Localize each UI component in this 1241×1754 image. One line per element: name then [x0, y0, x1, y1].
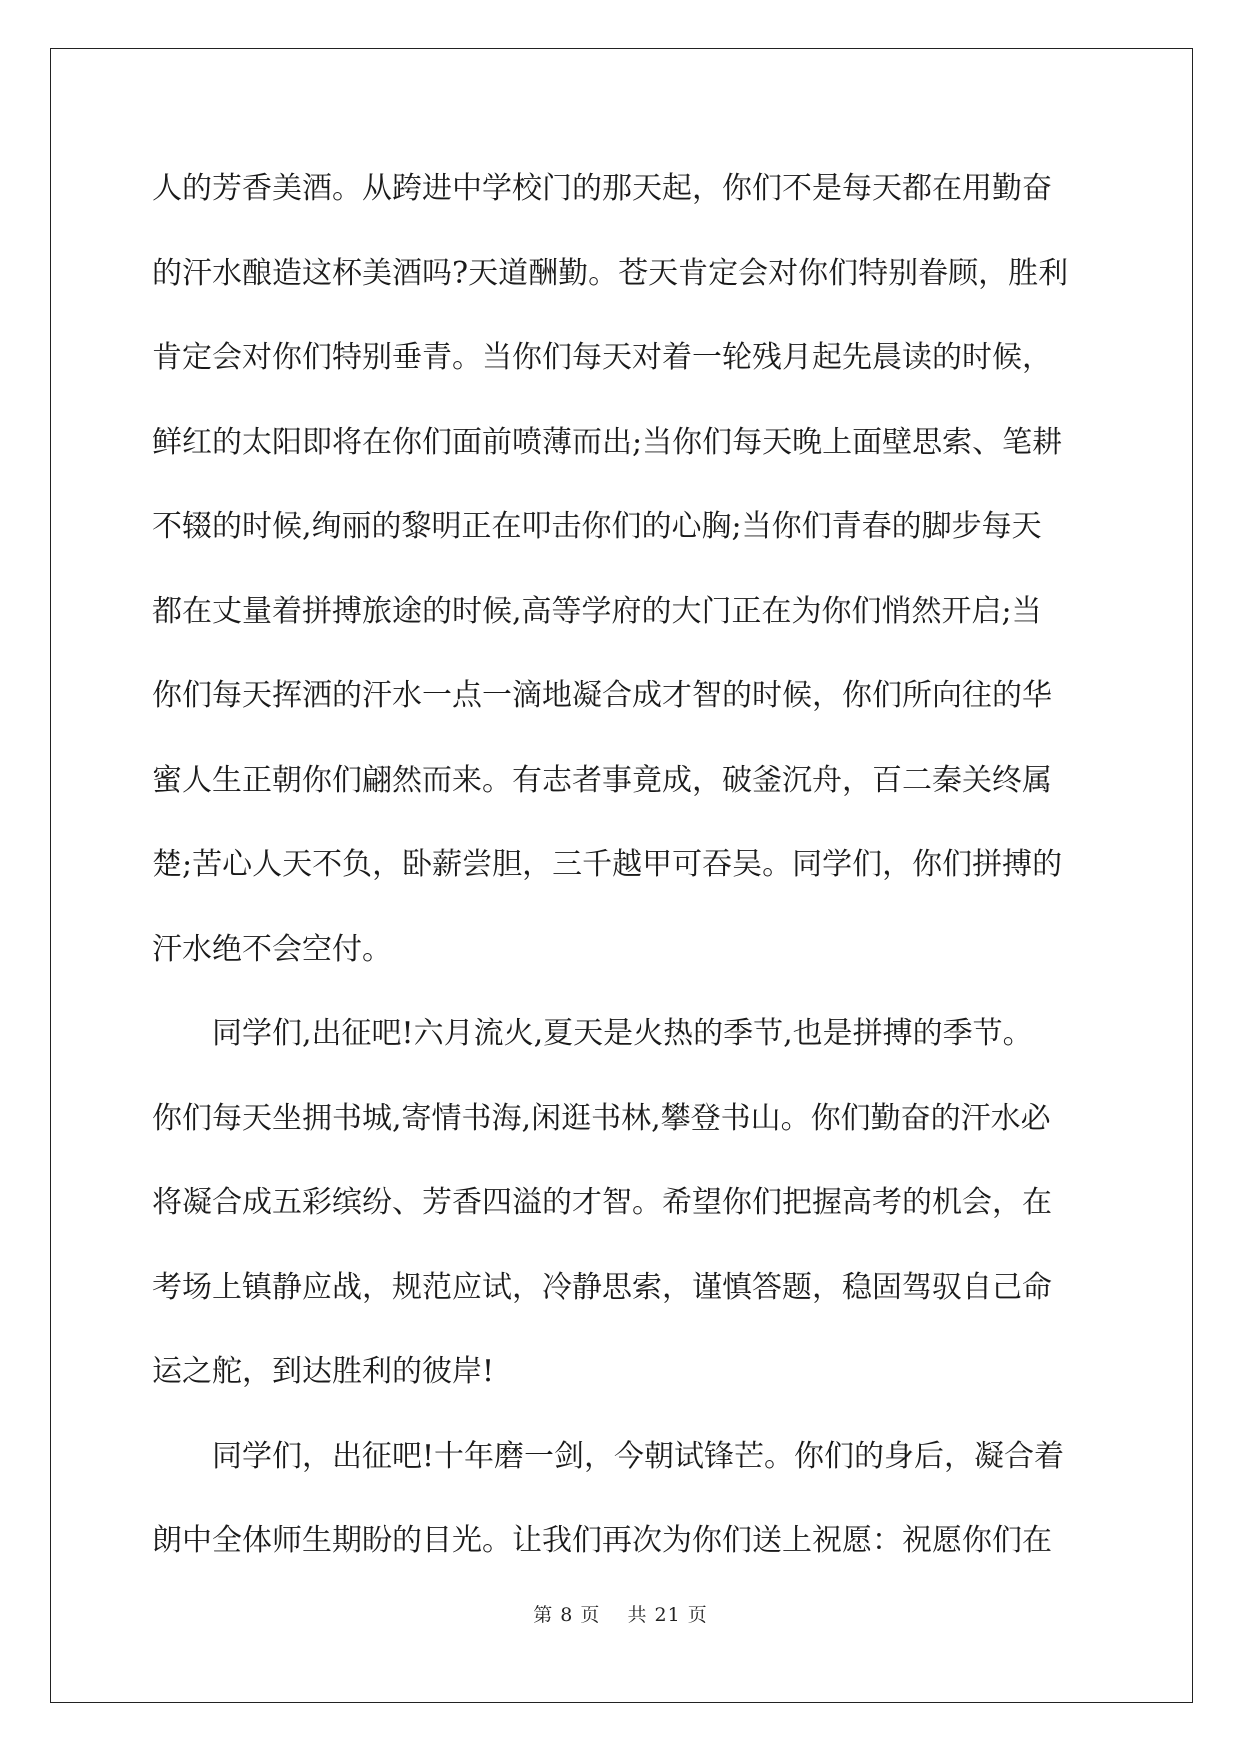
text-line: 汗水绝不会空付。 [152, 931, 392, 967]
text-line: 鲜红的太阳即将在你们面前喷薄而出;当你们每天晚上面壁思索、笔耕 [152, 424, 1063, 460]
text-line: 蜜人生正朝你们翩然而来。有志者事竟成，破釜沉舟，百二秦关终属 [152, 762, 1052, 798]
text-line: 将凝合成五彩缤纷、芳香四溢的才智。希望你们把握高考的机会，在 [152, 1185, 1052, 1220]
text-line: 楚;苦心人天不负，卧薪尝胆，三千越甲可吞吴。同学们，你们拼搏的 [152, 847, 1063, 882]
text-line: 都在丈量着拼搏旅途的时候,高等学府的大门正在为你们悄然开启;当 [152, 593, 1042, 629]
text-line: 不辍的时候,绚丽的黎明正在叩击你们的心胸;当你们青春的脚步每天 [152, 509, 1042, 544]
text-line: 人的芳香美酒。从跨进中学校门的那天起，你们不是每天都在用勤奋 [152, 171, 1052, 206]
text-line: 的汗水酿造这杯美酒吗?天道酬勤。苍天肯定会对你们特别眷顾，胜利 [152, 255, 1069, 291]
text-line: 朗中全体师生期盼的目光。让我们再次为你们送上祝愿：祝愿你们在 [152, 1523, 1052, 1558]
paragraph-start-line: 同学们，出征吧!十年磨一剑，今朝试锋芒。你们的身后，凝合着 [152, 1438, 1065, 1474]
text-line: 运之舵，到达胜利的彼岸! [152, 1354, 495, 1389]
page-number-footer: 第 8 页 共 21 页 [533, 1604, 708, 1626]
text-line: 肯定会对你们特别垂青。当你们每天对着一轮残月起先晨读的时候， [152, 340, 1052, 375]
text-line: 考场上镇静应战，规范应试，冷静思索，谨慎答题，稳固驾驭自己命 [152, 1269, 1052, 1305]
text-line: 你们每天挥洒的汗水一点一滴地凝合成才智的时候，你们所向往的华 [152, 678, 1052, 713]
text-line: 你们每天坐拥书城,寄情书海,闲逛书林,攀登书山。你们勤奋的汗水必 [152, 1100, 1051, 1136]
paragraph-start-line: 同学们,出征吧!六月流火,夏天是火热的季节,也是拼搏的季节。 [152, 1016, 1033, 1051]
document-body [152, 160, 1088, 1597]
